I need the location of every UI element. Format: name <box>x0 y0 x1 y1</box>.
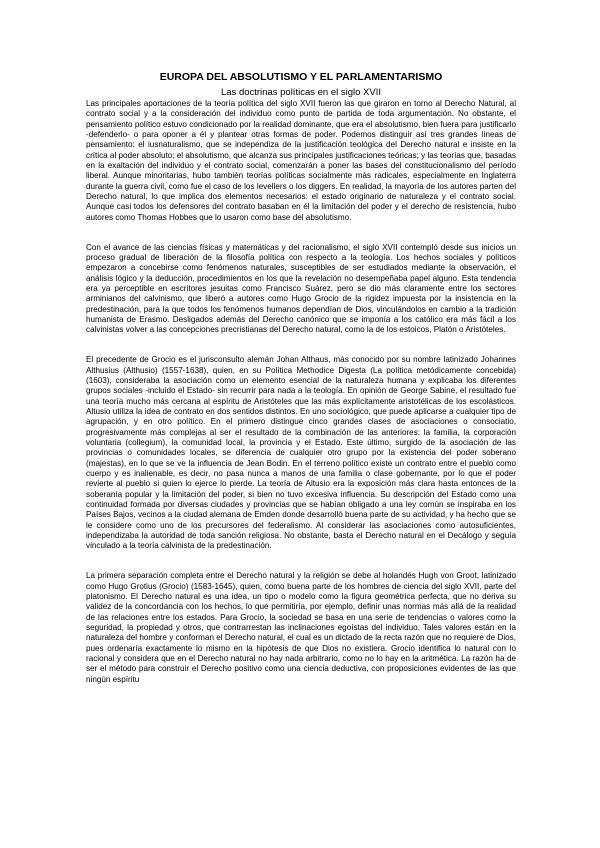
paragraph-science-rationalism: Con el avance de las ciencias físicas y matemáticas y del racionalismo, el siglo XVII contempló desde sus inicios un proceso gradual de liberación de la filosofía política con respecto a la teología. Los hechos sociales y políticos empezaron a concebirse como fenómenos naturales, susceptibles de ser estudiados mediante la observación, el análisis lógico y la deducción, procedimientos en los que la revelación no desempeñaba papel alguno. Esta tendencia era ya perceptible en escritores jesuitas como Francisco Suárez, pero se dio más claramente entre los sectores arminianos del calvinismo, que liberó a autores como Hugo Grocio de la rigidez impuesta por la insistencia en la predestinación, para la que todos los fenómenos humanos dependían de Dios, vinculándolos en cambio a la tradición humanista de Erasmo. Desligados además del Derecho canónico que se imponía a los católico era más fácil a los calvinistas volver a las concepciones precristianas del Derecho natural, como la de los estoicos, Platón o Aristóteles. <box>86 242 516 335</box>
document-title: EUROPA DEL ABSOLUTISMO Y EL PARLAMENTARISMO <box>159 71 443 83</box>
paragraph-grotius: La primera separación completa entre el Derecho natural y la religión se debe al holandés Hugh von Groot, latinizado como Hugo Grotius (Grocio) (1583-1645), quien, como buena parte de los hombres de ciencia del siglo XVII, parte del platonismo. El Derecho natural es una idea, un tipo o modelo como la figura geométrica perfecta, que no deriva su validez de la concordancia con los hechos, lo que permitiría, por ejemplo, definir unas normas más allá de la realidad de las relaciones entre los estados. Para Grocio, la sociedad se basa en una serie de tendencias o valores como la seguridad, la propiedad y otros, que contrarrestan las inclinaciones egoístas del individuo. Tales valores están en la naturaleza del hombre y conforman el Derecho natural, el cual es un dictado de la recta razón que no requiere de Dios, pues ordenaría exactamente lo mismo en la hipótesis de que Dios no existiera. Grocio identifica lo natural con lo racional y considera que en el Derecho natural no hay nada arbitrario, como no lo hay en la aritmética. La razón ha de ser el método para construir el Derecho positivo como una ciencia deductiva, con proposiciones evidentes de las que ningún espíritu <box>86 571 516 684</box>
document-subtitle: Las doctrinas políticas en el siglo XVII <box>220 87 381 98</box>
paragraph-althusius: El precedente de Grocio es el jurisconsulto alemán Johan Althaus, más conocido por su nombre latinizado Johannes Althusius (Althusio) (1557-1638), quien, en su Política Methodice Digesta (La política metódicamente concebida) (1603), consideraba la asociación como un elemento esencial de la naturaleza humana y explicaba los diferentes grupos sociales -incluido el Estado- sin recurrir para nada a la teología. En opinión de George Sabine, el resultado fue una teoría mucho más cercana al espíritu de Aristóteles que las más explícitamente aristotélicas de los escolásticos. Altusio utiliza la idea de contrato en dos sentidos distintos. En uno sociológico, que puede aplicarse a cualquier tipo de agrupación, y en otro político. En el primero distingue cinco grandes clases de asociaciones o consociatio, progresivamente más complejas al ser el resultado de la combinación de las anteriores: la familia, la corporación voluntaria (collegium), la comunidad local, la provincia y el Estado. Este último, surgido de la asociación de las provincias o comunidades locales, se diferencia de cualquier otro grupo por la existencia del poder soberano (majestas), en lo que se ve la influencia de Jean Bodin. En el terreno político existe un contrato entre el pueblo como cuerpo y es inalienable, es decir, no pasa nunca a manos de una familia o clase gobernante, por lo que el poder revierte al pueblo si quien lo ejerce lo pierde. La teoría de Altusio era la exposición más clara hasta entonces de la soberanía popular y la limitación del poder, si bien no tuvo excesiva influencia. Su descripción del Estado como una continuidad formada por diversas ciudades y provincias que se habían obligado a una ley común se inspiraba en los Países Bajos, vecinos a la ciudad alemana de Emden donde desarrolló buena parte de su actividad, y ha hecho que se le considere como uno de los precursores del federalismo. Al considerar las asociaciones como autosuficientes, independizaba la autoridad de toda sanción religiosa. No obstante, basta el Derecho natural en el Decálogo y seguía vinculado a la teoría calvinista de la predestinación. <box>86 355 516 551</box>
document-page <box>86 70 516 705</box>
paragraph-intro: Las principales aportaciones de la teoría política del siglo XVII fueron las que giraron en torno al Derecho Natural, al contrato social y a la consideración del individuo como punto de partida de toda argumentación. No obstante, el pensamiento político estuvo condicionado por la realidad dominante, que era el absolutismo, bien fuera para justificarlo -defenderlo- o para oponer a él y plantear otras formas de poder. Podemos distinguir así tres grandes líneas de pensamiento: el iusnaturalismo, que se independiza de la justificación teológica del Derecho natural e insiste en la crítica al poder absoluto; el absolutismo, que alcanza sus principales justificaciones teóricas; y las teorías que, basadas en la exaltación del individuo y el contrato social, comenzarán a poner las bases del constitucionalismo del período liberal. Aunque minoritarias, hubo también teorías políticas socialmente más radicales, especialmente en Inglaterra durante la guerra civil, como fue el caso de los levellers o los diggers. En realidad, la mayoría de los autores parten del Derecho natural, lo que implica dos elementos necesarios: el estado originario de naturaleza y el contrato social. Aunque casi todos los defensores del contrato basaban en él la limitación del poder y el derecho de resistencia, hubo autores como Thomas Hobbes que lo usaron como base del absolutismo. <box>86 99 516 222</box>
